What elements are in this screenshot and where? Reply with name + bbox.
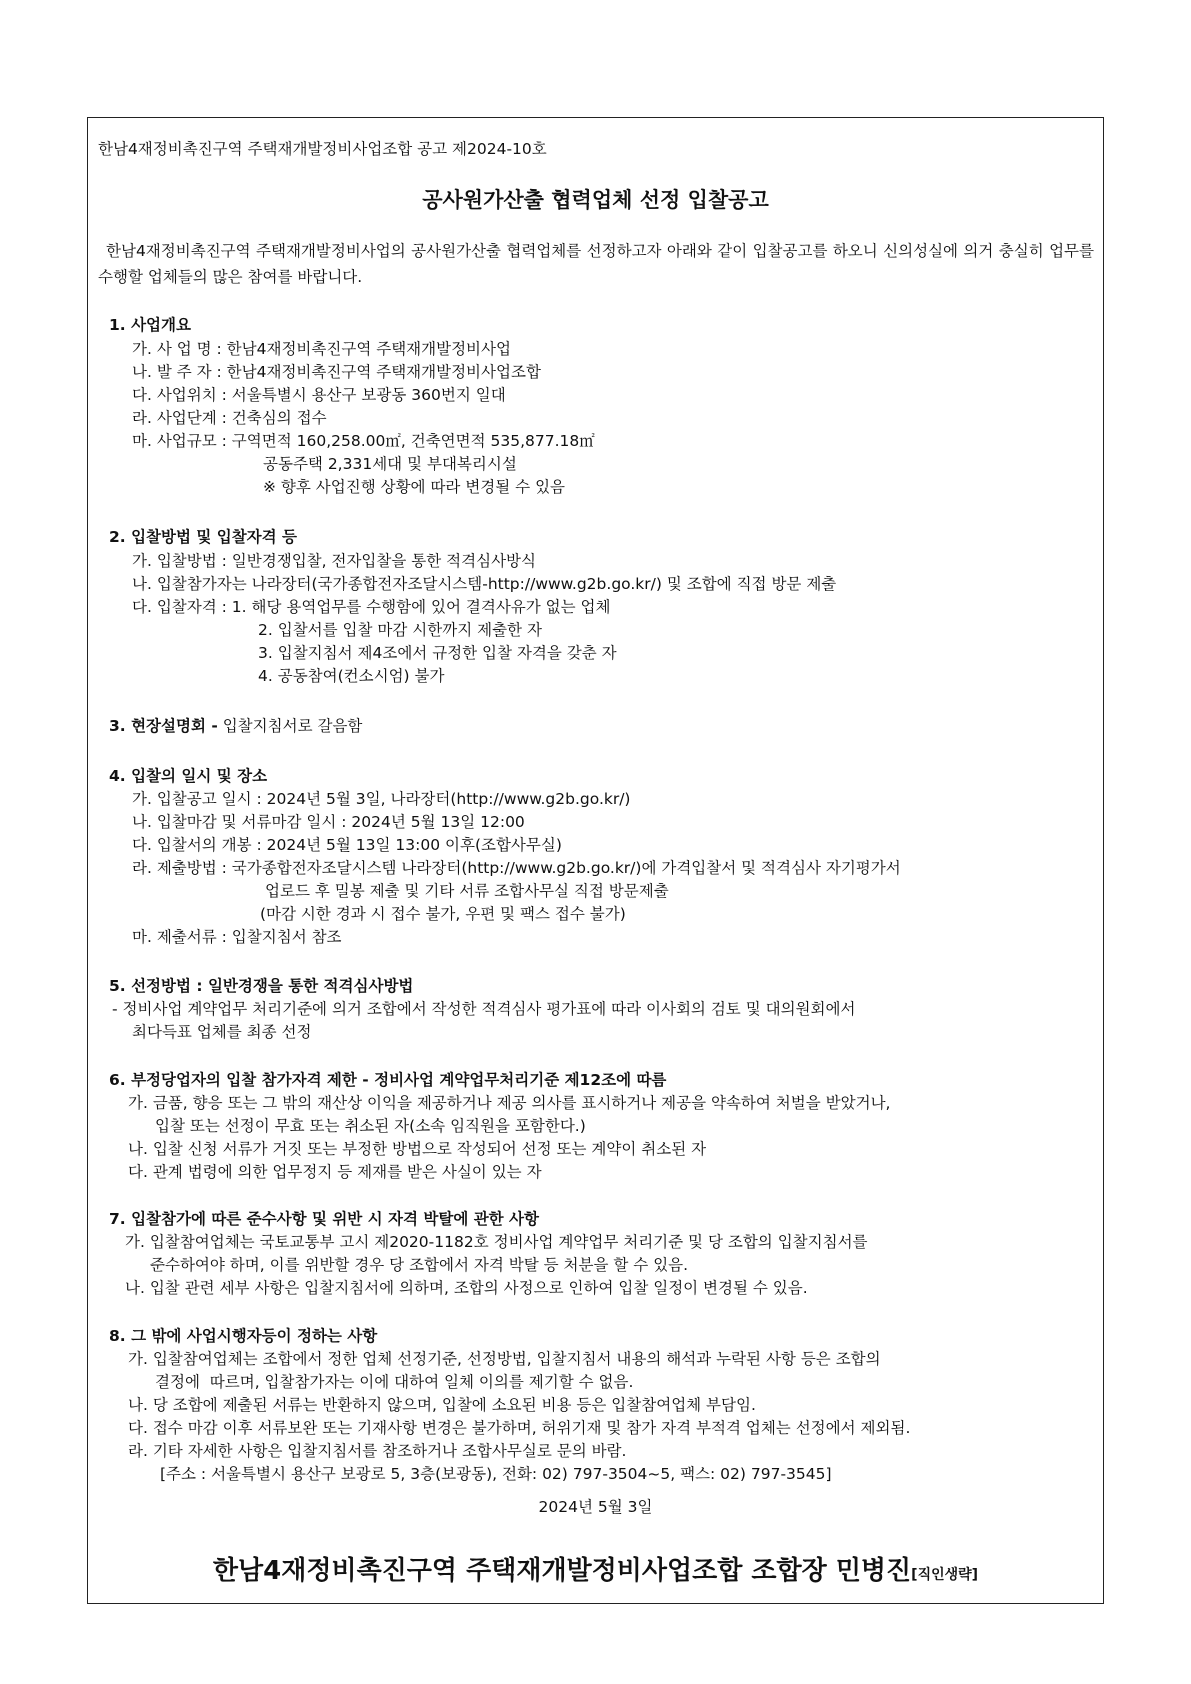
section-2-line: 나. 입찰참가자는 나라장터(국가종합전자조달시스템-http://www.g2b.go.kr/) 및 조합에 직접 방문 제출 (132, 575, 837, 593)
section-4-line: 마. 제출서류 : 입찰지침서 참조 (132, 928, 342, 946)
section-4-line: 가. 입찰공고 일시 : 2024년 5월 3일, 나라장터(http://www.g2b.go.kr/) (132, 790, 631, 808)
section-4-line: 라. 제출방법 : 국가종합전자조달시스템 나라장터(http://www.g2b.go.kr/)에 가격입찰서 및 적격심사 자기평가서 (132, 859, 901, 877)
section-7-heading: 7. 입찰참가에 따른 준수사항 및 위반 시 자격 박탈에 관한 사항 (109, 1210, 539, 1228)
section-1-heading: 1. 사업개요 (109, 316, 191, 334)
signer-line (0, 1550, 1191, 1587)
section-7-line: 가. 입찰참여업체는 국토교통부 고시 제2020-1182호 정비사업 계약업무 처리기준 및 당 조합의 입찰지침서를 (125, 1233, 868, 1251)
section-6-line: 나. 입찰 신청 서류가 거짓 또는 부정한 방법으로 작성되어 선정 또는 계약이 취소된 자 (128, 1140, 707, 1158)
section-1-line: 나. 발 주 자 : 한남4재정비촉진구역 주택재개발정비사업조합 (132, 363, 541, 381)
section-6-line: 가. 금품, 향응 또는 그 밖의 재산상 이익을 제공하거나 제공 의사를 표시하거나 제공을 약속하여 처벌을 받았거나, (128, 1094, 891, 1112)
section-2-line: 다. 입찰자격 : 1. 해당 용역업무를 수행함에 있어 결격사유가 없는 업체 (132, 598, 611, 616)
section-8-line: 라. 기타 자세한 사항은 입찰지침서를 참조하거나 조합사무실로 문의 바람. (128, 1442, 627, 1460)
section-2-line: 4. 공동참여(컨소시엄) 불가 (258, 667, 445, 685)
section-7-line: 나. 입찰 관련 세부 사항은 입찰지침서에 의하며, 조합의 사정으로 인하여 입찰 일정이 변경될 수 있음. (125, 1279, 808, 1297)
notice-date: 2024년 5월 3일 (538, 1498, 653, 1516)
section-3-text: 입찰지침서로 갈음함 (222, 717, 363, 735)
contact-address: [주소 : 서울특별시 용산구 보광로 5, 3층(보광동), 전화: 02) 797-3504~5, 팩스: 02) 797-3545] (160, 1465, 832, 1483)
section-6-line: 입찰 또는 선정이 무효 또는 취소된 자(소속 임직원을 포함한다.) (155, 1117, 586, 1135)
section-3 (109, 716, 362, 736)
section-1-line: 다. 사업위치 : 서울특별시 용산구 보광동 360번지 일대 (132, 386, 506, 404)
intro-paragraph: 한남4재정비촉진구역 주택재개발정비사업의 공사원가산출 협력업체를 선정하고자 아래와 같이 입찰공고를 하오니 신의성실에 의거 충실히 업무를 수행할 업체들의 많은 참여를 바랍니다. (98, 242, 1094, 286)
section-8-heading: 8. 그 밖에 사업시행자등이 정하는 사항 (109, 1327, 378, 1345)
section-6-line: 다. 관계 법령에 의한 업무정지 등 제재를 받은 사실이 있는 자 (128, 1163, 542, 1181)
seal-omitted: [직인생략] (911, 1567, 979, 1583)
section-7-line: 준수하여야 하며, 이를 위반할 경우 당 조합에서 자격 박탈 등 처분을 할 수 있음. (150, 1256, 689, 1274)
notice-number: 한남4재정비촉진구역 주택재개발정비사업조합 공고 제2024-10호 (98, 140, 547, 158)
section-4-line: 업로드 후 밀봉 제출 및 기타 서류 조합사무실 직접 방문제출 (265, 882, 669, 900)
section-3-heading: 3. 현장설명회 - (109, 717, 218, 735)
section-8-line: 다. 접수 마감 이후 서류보완 또는 기재사항 변경은 불가하며, 허위기재 및 참가 자격 부적격 업체는 선정에서 제외됨. (128, 1419, 911, 1437)
section-6-heading: 6. 부정당업자의 입찰 참가자격 제한 - 정비사업 계약업무처리기준 제12조에 따름 (109, 1071, 667, 1089)
section-4-line: 다. 입찰서의 개봉 : 2024년 5월 13일 13:00 이후(조합사무실) (132, 836, 562, 854)
section-2-line: 2. 입찰서를 입찰 마감 시한까지 제출한 자 (258, 621, 542, 639)
document-title: 공사원가산출 협력업체 선정 입찰공고 (422, 188, 769, 212)
section-4-line: (마감 시한 경과 시 접수 불가, 우편 및 팩스 접수 불가) (260, 905, 626, 923)
section-1-line: 가. 사 업 명 : 한남4재정비촉진구역 주택재개발정비사업 (132, 340, 511, 358)
section-1-line: 라. 사업단계 : 건축심의 접수 (132, 409, 327, 427)
section-1-note: ※ 향후 사업진행 상황에 따라 변경될 수 있음 (263, 478, 566, 496)
section-5-line: - 정비사업 계약업무 처리기준에 의거 조합에서 작성한 적격심사 평가표에 따라 이사회의 검토 및 대의원회에서 (112, 1000, 856, 1018)
section-2-heading: 2. 입찰방법 및 입찰자격 등 (109, 528, 297, 546)
section-8-line: 나. 당 조합에 제출된 서류는 반환하지 않으며, 입찰에 소요된 비용 등은 입찰참여업체 부담임. (128, 1396, 756, 1414)
signer-name: 한남4재정비촉진구역 주택재개발정비사업조합 조합장 민병진 (212, 1556, 912, 1586)
section-4-heading: 4. 입찰의 일시 및 장소 (109, 767, 268, 785)
section-1-line: 마. 사업규모 : 구역면적 160,258.00㎡, 건축연면적 535,877.18㎡ (132, 432, 595, 450)
section-5-line: 최다득표 업체를 최종 선정 (132, 1023, 312, 1041)
section-2-line: 가. 입찰방법 : 일반경쟁입찰, 전자입찰을 통한 적격심사방식 (132, 552, 536, 570)
section-8-line: 결정에 따르며, 입찰참가자는 이에 대하여 일체 이의를 제기할 수 없음. (155, 1373, 634, 1391)
section-8-line: 가. 입찰참여업체는 조합에서 정한 업체 선정기준, 선정방법, 입찰지침서 내용의 해석과 누락된 사항 등은 조합의 (128, 1350, 881, 1368)
section-1-line: 공동주택 2,331세대 및 부대복리시설 (263, 455, 517, 473)
section-2-line: 3. 입찰지침서 제4조에서 규정한 입찰 자격을 갖춘 자 (258, 644, 617, 662)
section-4-line: 나. 입찰마감 및 서류마감 일시 : 2024년 5월 13일 12:00 (132, 813, 525, 831)
section-5-heading: 5. 선정방법 : 일반경쟁을 통한 적격심사방법 (109, 977, 414, 995)
